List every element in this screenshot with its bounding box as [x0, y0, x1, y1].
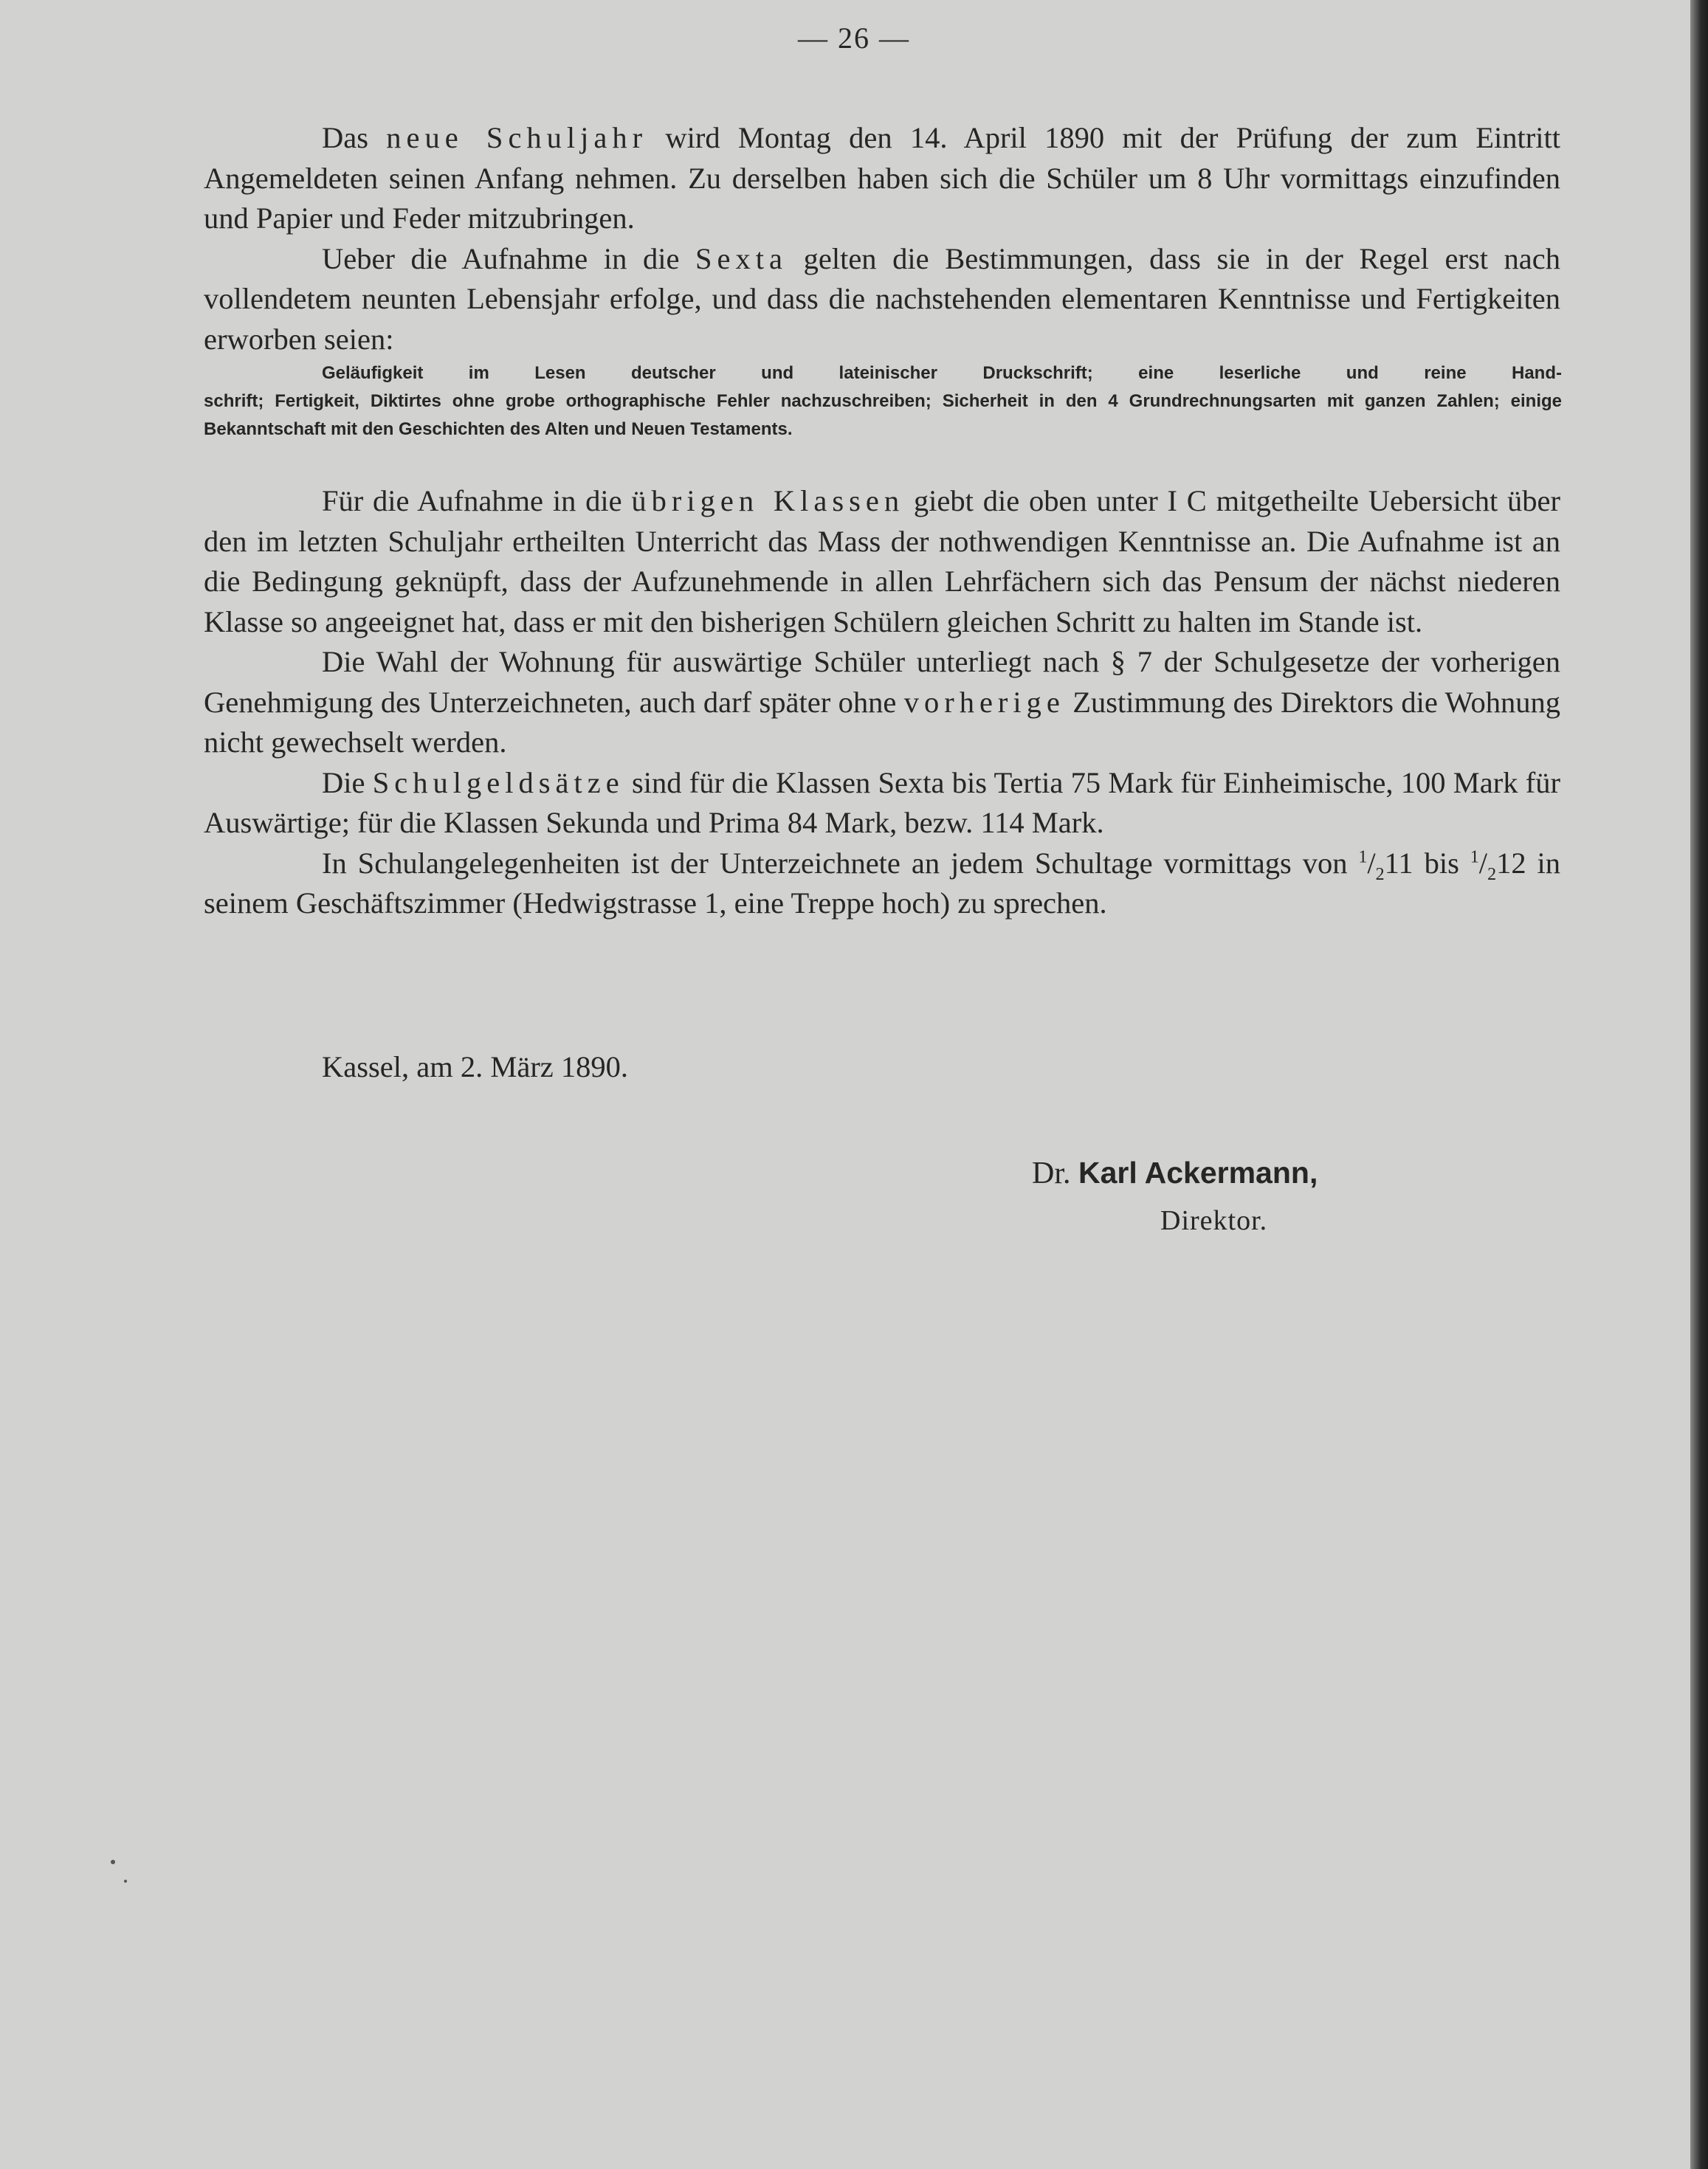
date-line: Kassel, am 2. März 1890. [322, 1050, 629, 1083]
small-print-line-1: Geläufigkeit im Lesen deutscher und lateinischer Druckschrift; eine leserliche und reine Hand- [322, 363, 1562, 383]
speck-mark [111, 1860, 115, 1864]
page-number: — 26 — [798, 21, 910, 55]
signature-title: Direktor. [1160, 1205, 1268, 1236]
requirements-small-print [204, 359, 1562, 444]
paragraph-uebrige-klassen: Für die Aufnahme in die übrigen Klassen giebt die oben unter I C mitgetheilte Uebersicht über den im letzten Schuljahr ertheilten Unterricht das Mass der nothwendigen Kenntnisse an. Die Aufnahme ist an die Bedingung geknüpft, dass der Aufzunehmende in allen Lehrfächern sich das Pensum der nächst niederen Klasse so angeeignet hat, dass er mit den bisherigen Schülern gleichen Schritt zu halten im Stande ist. [204, 484, 1560, 638]
body-text [204, 118, 1560, 924]
small-print-rest: schrift; Fertigkeit, Diktirtes ohne grobe orthographische Fehler nachzuschreiben; Sicherheit in den 4 Grundrechnungsarten mit ganzen Zahlen; einige Bekanntschaft mit den Geschichten des Alten und Neuen Testaments. [204, 391, 1562, 439]
fraction-half-twelve: $^1/_212$ [1470, 846, 1526, 884]
paragraph-wohnung: Die Wahl der Wohnung für auswärtige Schüler unterliegt nach § 7 der Schulgesetze der vorherigen Genehmigung des Unterzeichneten, auch darf später ohne vorherige Zustimmung des Direktors die Wohnung nicht gewechselt werden. [204, 645, 1561, 759]
paragraph-sexta: Ueber die Aufnahme in die Sexta gelten die Bestimmungen, dass sie in der Regel erst nach vollendetem neunten Lebensjahr erfolge, und dass die nachstehenden elementaren Kenntnisse und Fertigkeiten erworben seien: [204, 241, 1560, 356]
paragraph-schuljahr: Das neue Schuljahr wird Montag den 14. April 1890 mit der Prüfung der zum Eintritt Angemeldeten seinen Anfang nehmen. Zu derselben haben sich die Schüler um 8 Uhr vormittags einzufinden und Papier und Feder mitzubringen. [204, 121, 1560, 235]
paragraph-sprechstunde: In Schulangelegenheiten ist der Unterzeichnete an jedem Schultage vormittags von $^1/_211$ bis $^1/_212$ in seinem Geschäftszimmer (Hedwigstrasse 1, eine Treppe hoch) zu sprechen. [204, 846, 1560, 920]
fraction-half-eleven: $^1/_211$ [1358, 846, 1413, 884]
page-edge-shadow [1690, 0, 1708, 2169]
signature-name: Dr. Karl Ackermann, [1032, 1156, 1318, 1190]
paragraph-schulgeld: Die Schulgeldsätze sind für die Klassen Sexta bis Tertia 75 Mark für Einheimische, 100 Mark für Auswärtige; für die Klassen Sekunda und Prima 84 Mark, bezw. 114 Mark. [204, 765, 1560, 839]
speck-mark [124, 1880, 127, 1883]
